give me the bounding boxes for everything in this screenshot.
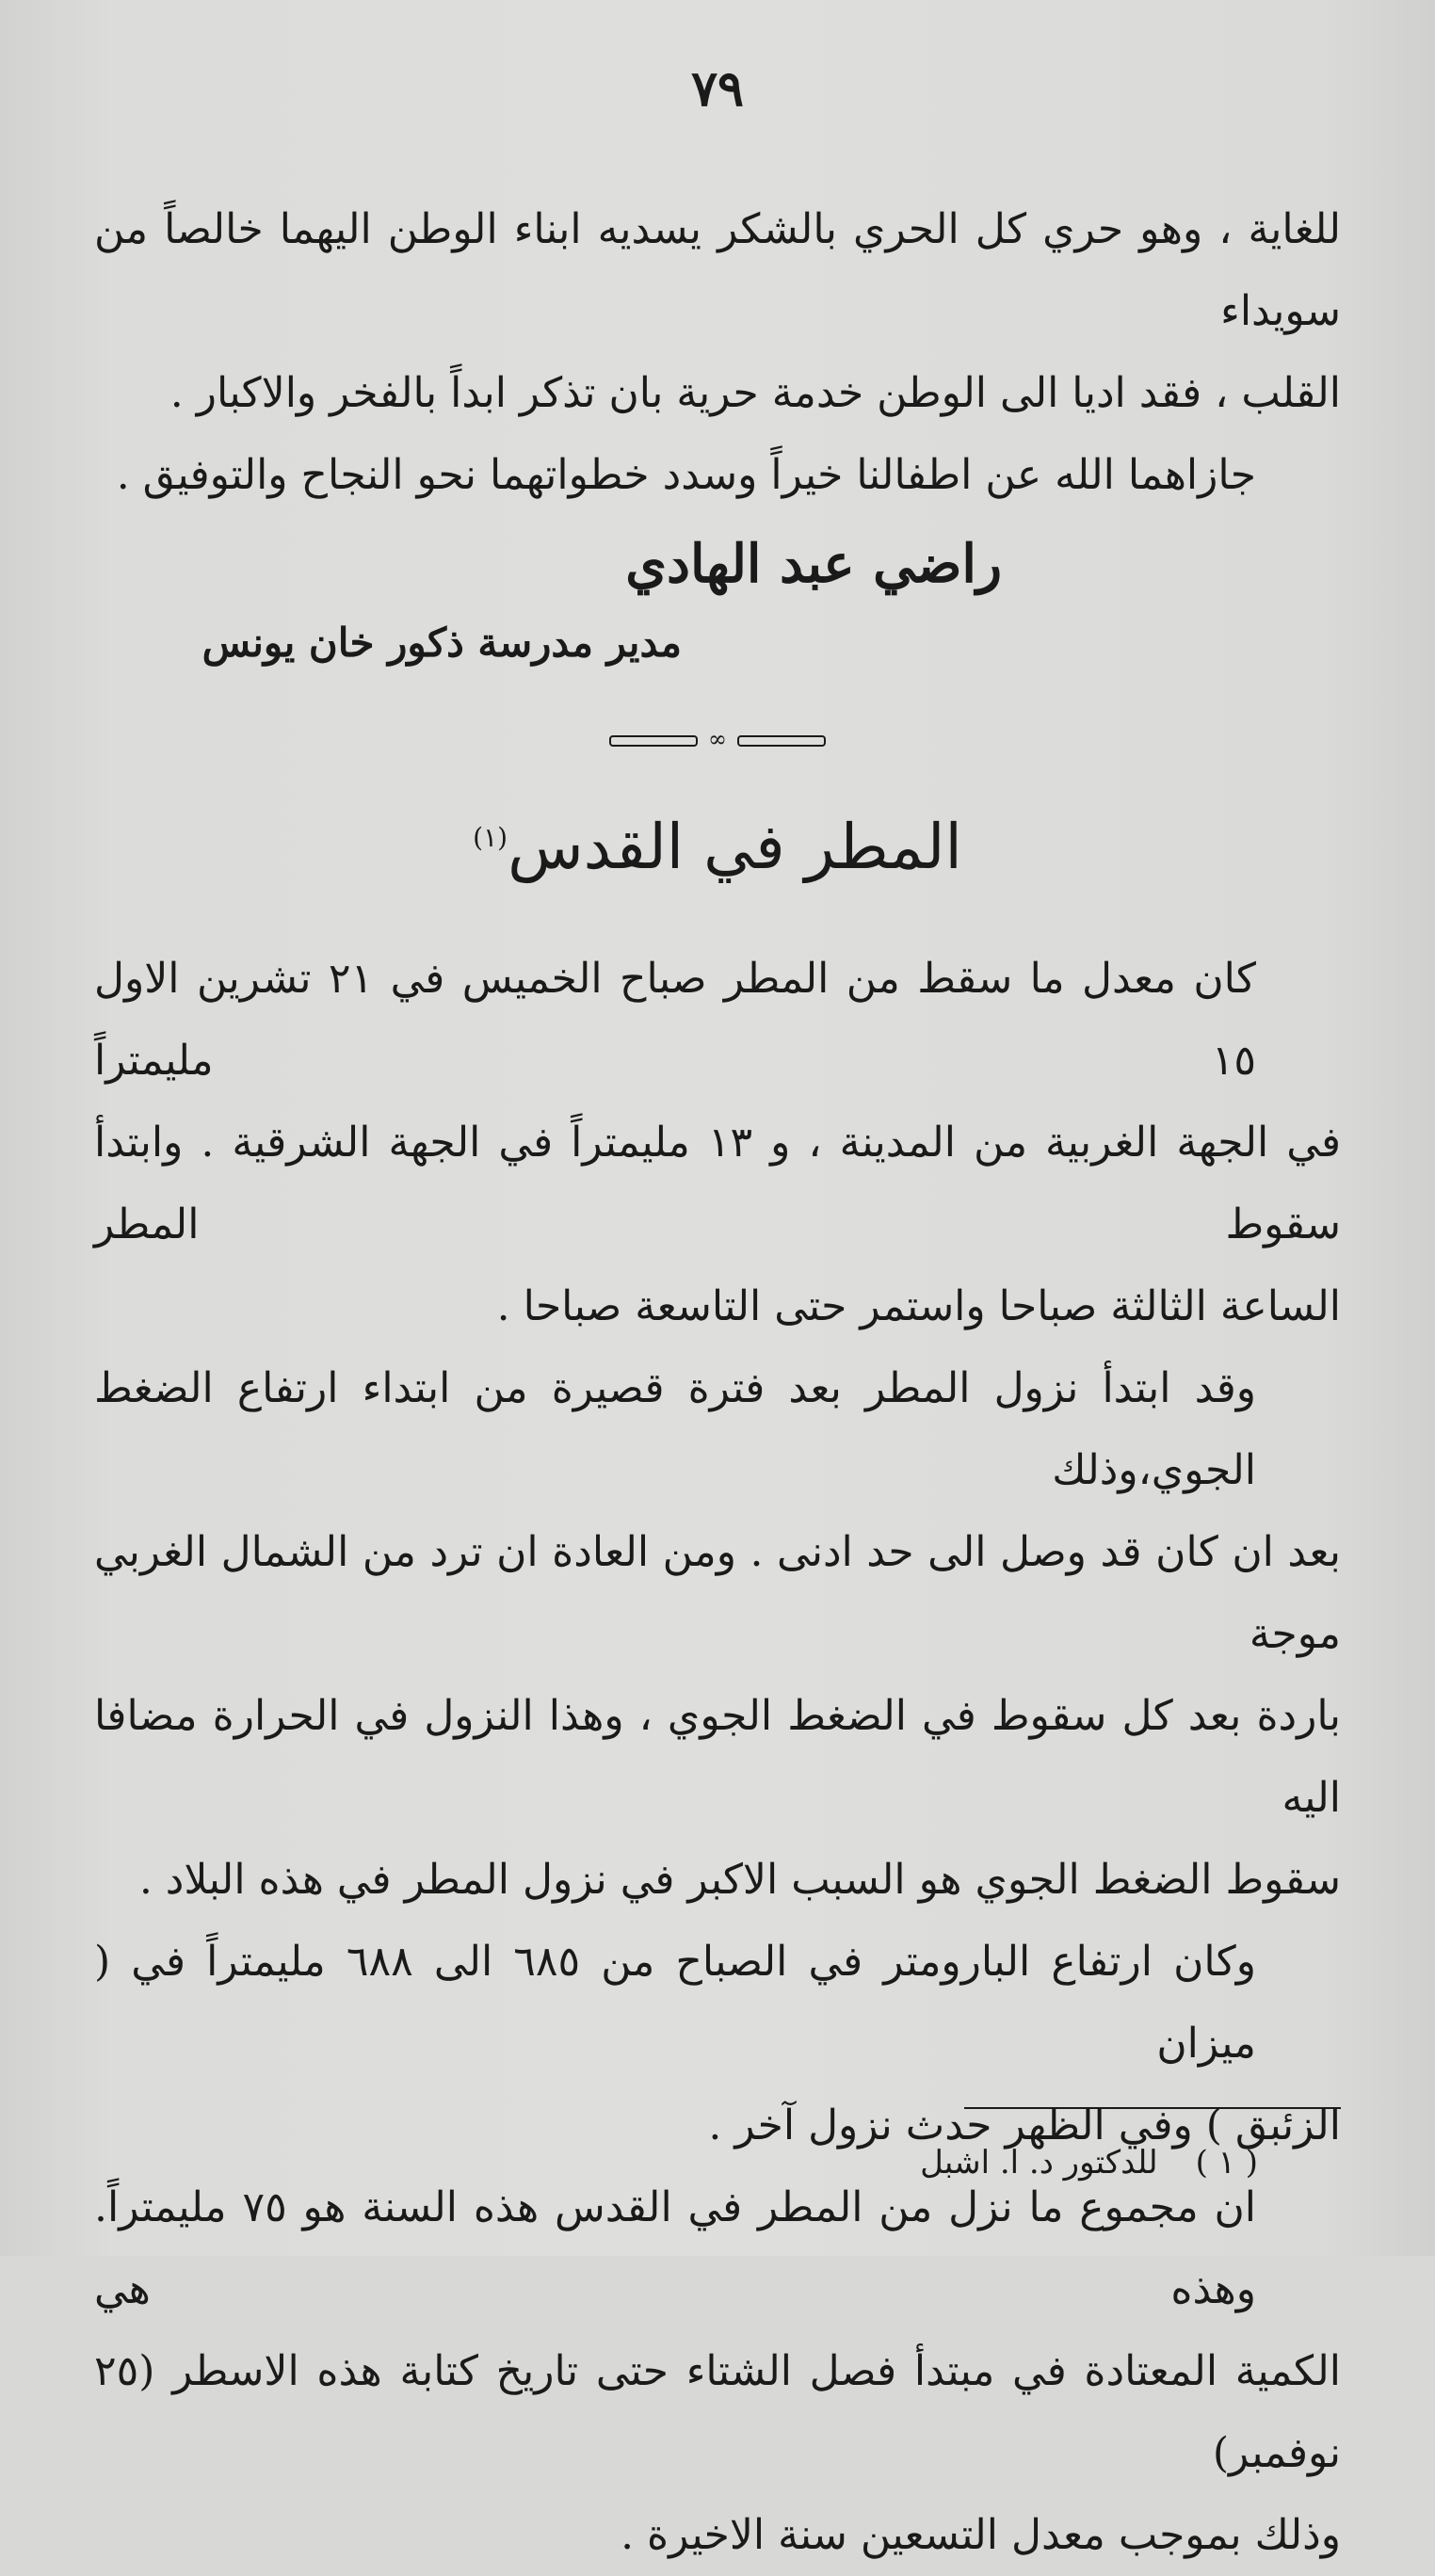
article-title-text: المطر في القدس [508,811,962,883]
article-paragraph-2 [94,1347,1341,1921]
text-line: الساعة الثالثة صباحا واستمر حتى التاسعة صباحا . [496,1282,1341,1330]
text-line: وكان ارتفاع البارومتر في الصباح من ٦٨٥ الى ٦٨٨ مليمتراً في ( ميزان [94,1938,1256,2068]
footnote-rule [964,2107,1341,2109]
text-line: سقوط الضغط الجوي هو السبب الاكبر في نزول المطر في هذه البلاد . [138,1856,1341,1904]
text-line: كان معدل ما سقط من المطر صباح الخميس في ٢١ تشرين الاول ١٥ مليمتراً [94,955,1256,1085]
intro-paragraph [94,188,1341,516]
page-content [94,56,1341,2576]
signature-title: مدير مدرسة ذكور خان يونس [202,620,682,666]
footnote-text: للدكتور د. ا. اشبل [920,2144,1158,2182]
article-paragraph-3 [94,1921,1341,2166]
text-line: وقد ابتدأ نزول المطر بعد فترة قصيرة من ابتداء ارتفاع الضغط الجوي،وذلك [94,1364,1256,1494]
text-line: للغاية ، وهو حري كل الحري بالشكر يسديه ابناء الوطن اليهما خالصاً من سويداء [94,205,1341,335]
text-line: الكمية المعتادة في مبتدأ فصل الشتاء حتى تاريخ كتابة هذه الاسطر (٢٥ نوفمبر) [94,2347,1341,2477]
article-paragraph-1 [94,938,1341,1347]
text-line: بعد ان كان قد وصل الى حد ادنى . ومن العادة ان ترد من الشمال الغربي موجة [94,1528,1341,1658]
section-divider-ornament [609,725,826,753]
text-line: الزئبق ) وفي الظهر حدث نزول آخر . [708,2101,1341,2149]
text-line: وذلك بموجب معدل التسعين سنة الاخيرة . [621,2511,1341,2559]
footnote-mark: ( ١ ) [1195,2144,1258,2182]
text-line: في الجهة الغربية من المدينة ، و ١٣ مليمتراً في الجهة الشرقية . وابتدأ سقوط المطر [94,1119,1341,1248]
divider-bar [609,735,698,747]
divider-bar [737,735,826,747]
footnote [920,2139,1284,2186]
text-line: باردة بعد كل سقوط في الضغط الجوي ، وهذا النزول في الحرارة مضافا اليه [94,1692,1341,1822]
text-line: جازاهما الله عن اطفالنا خيراً وسدد خطواتهما نحو النجاح والتوفيق . [116,451,1256,499]
article-paragraph-4 [94,2166,1341,2576]
signature-name: راضي عبد الهادي [625,533,1002,595]
text-line: ان مجموع ما نزل من المطر في القدس هذه السنة هو ٧٥ مليمتراً. وهذه هي [94,2183,1256,2313]
text-line: القلب ، فقد اديا الى الوطن خدمة حرية بان تذكر ابداً بالفخر والاكبار . [169,369,1341,417]
title-footnote-mark: (١) [473,822,508,853]
article-title [94,791,1341,894]
divider-knot-icon: ∞ [708,726,727,752]
page-number: ٧٩ [691,60,744,118]
